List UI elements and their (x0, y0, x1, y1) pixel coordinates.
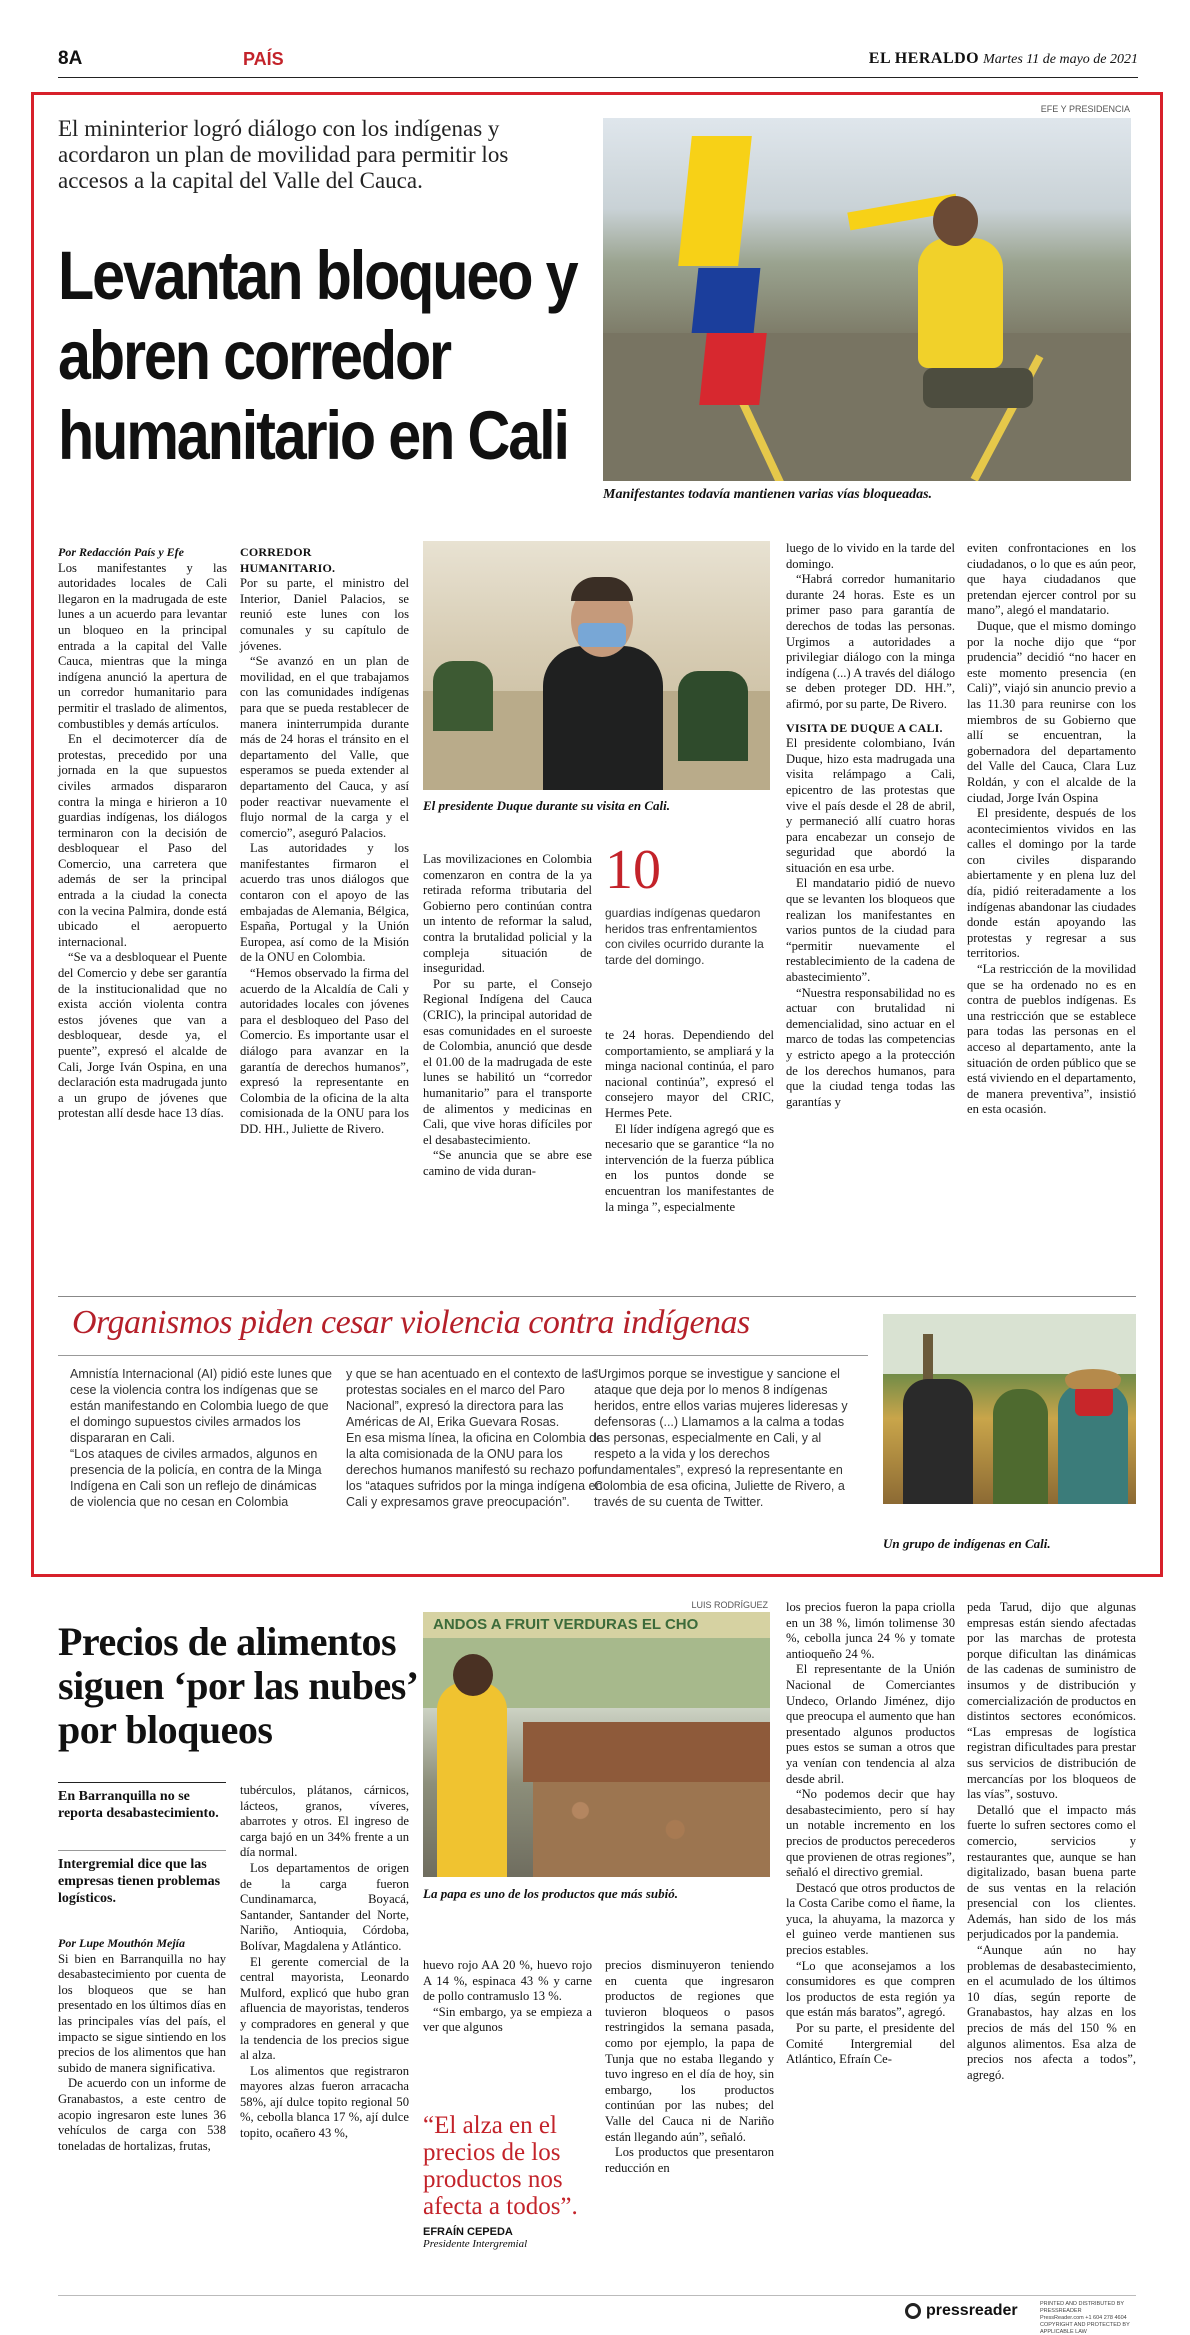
paragraph: El presidente, después de los acontecimientos vividos en las calles el domingo por la tarde con civiles disparando abiertamente y en plena luz del día, pidió reiteradamente a los indígenas abandonar las ciudades donde están apoyando las protestas y regresar a sus territorios. (967, 806, 1136, 961)
photo-caption: La papa es uno de los productos que más subió. (423, 1886, 678, 1901)
box-column-2 (346, 1366, 610, 1510)
paragraph: “Aunque aún no hay problemas de desabastecimiento, en el acumulado de los últimos 10 días, según reporte de Granabastos, hay alzas en los precios de más del 150 % en algunos alimentos. Esa alza de precios nos afecta a todos”, agregó. (967, 1943, 1136, 2082)
article-column-6 (967, 541, 1136, 1118)
paragraph: Detalló que el impacto más fuerte lo sufren sectores como el comercio, servicios y restaurantes que, aunque se han digitalizado, basan buena parte de sus ventas en la relación presencial con los clientes. Además, han sido de los más perjudicados por la pandemia. (967, 1802, 1136, 1942)
market-photo (423, 1612, 770, 1877)
subhead: CORREDOR HUMANITARIO. (240, 545, 336, 575)
issue-date: Martes 11 de mayo de 2021 (983, 52, 1138, 67)
story-deck: El mininterior logró diálogo con los indígenas y acordaron un plan de movilidad para permitir los accesos a la capital del Valle del Cauca. (58, 116, 509, 193)
pull-quote-name: EFRAÍN CEPEDA (423, 2226, 513, 2238)
paragraph: Los manifestantes y las autoridades locales de Cali llegaron en la madrugada de este lunes a un acuerdo para levantar un bloqueo en la principal entrada a la capital del Valle Cauca, mientras que la minga indígena anunció la apertura de un corredor humanitario para permitir el traslado de alimentos, combustibles y demás artículos. (58, 560, 227, 731)
paragraph: El presidente colombiano, Iván Duque, hizo esta madrugada una visita relámpago a Cali, epicentro de las protestas que vive el país desde el 28 de abril, y permaneció allí cuatro horas para encabezar un consejo de seguridad que abordó la situación en esa urbe. (786, 736, 955, 875)
paragraph: “Habrá corredor humanitario durante 24 horas. Este es un primer paso para garantía de derechos de todas las personas. Urgimos a autoridades a privilegiar diálogo con la minga indígena (...) A través del diálogo se deben proteger DD. HH.”, afirmó, por su parte, De Rivero. (786, 572, 955, 711)
store-sign: ANDOS A FRUIT VERDURAS EL CHO (433, 1616, 699, 1633)
article-column-5 (786, 541, 955, 1110)
stat-number: 10 (605, 839, 661, 901)
paragraph: “No podemos decir que hay desabastecimiento, pero sí hay un notable incremento en los precios de productos perecederos que provienen de otras regiones”, señaló el directivo gremial. (786, 1787, 955, 1880)
article-column-1 (58, 1936, 226, 2154)
article-column-2 (240, 1783, 409, 2142)
kicker-rule (58, 1782, 226, 1783)
paragraph: Los departamentos de origen de la carga fueron Cundinamarca, Boyacá, Santander, Santander del Norte, Nariño, Antioquia, Córdoba, Bolívar, Magdalena y Atlántico. (240, 1860, 409, 1953)
article-column-1 (58, 545, 227, 1122)
pull-quote (423, 2112, 598, 2250)
paragraph: Si bien en Barranquilla no hay desabastecimiento por cuenta de los bloqueos que se han presentado en los últimos días en las principales vías del país, el impacto se sigue sintiendo en los precios de los alimentos que han subido de manera significativa. (58, 1951, 226, 2075)
kicker: En Barranquilla no se reporta desabastecimiento. (58, 1789, 219, 1821)
photo-credit: EFE Y PRESIDENCIA (1040, 104, 1130, 114)
section-name: PAÍS (243, 49, 284, 69)
paragraph: los precios fueron la papa criolla en un 38 %, limón tolimense 30 %, cebolla junca 24 % y tomate antioqueño 24 %. (786, 1600, 955, 1661)
paragraph: tubérculos, plátanos, cárnicos, lácteos, granos, víveres, abarrotes y otros. El ingreso de carga bajó en un 34% frente a un día normal. (240, 1783, 409, 1860)
photo-caption: Manifestantes todavía mantienen varias vías bloqueadas. (603, 487, 933, 502)
paragraph: Destacó que otros productos de la Costa Caribe como el ñame, la yuca, la ahuyama, la mazorca y el guineo verde mantienen sus precios estables. (786, 1880, 955, 1958)
paragraph: El gerente comercial de la central mayorista, Leonardo Mulford, explicó que hubo gran afluencia de mayoristas, tenderos y compradores en general y que la tendencia de los precios sigue al alza. (240, 1954, 409, 2063)
story-headline: Precios de alimentos siguen ‘por las nubes’ por bloqueos (58, 1619, 416, 1752)
pressreader-brand: pressreader (926, 2302, 1018, 2319)
paragraph: Los productos que presentaron reducción en (605, 2145, 774, 2175)
paragraph: peda Tarud, dijo que algunas empresas están siendo afectadas por las marchas de protesta porque dificultan las dinámicas de las cadenas de suministro de insumos y de distribución y comercialización de productos en distintos sectores económicos. “Las empresas de logística registran dificultades para prestar sus servicios de distribución de mercancías por los bloqueos de las vías”, sostuvo. (967, 1600, 1136, 1802)
byline: Por Redacción País y Efe (58, 545, 184, 559)
box-title: Organismos piden cesar violencia contra indígenas (72, 1304, 750, 1341)
pull-quote-text: “El alza en el precios de los productos nos afecta a todos”. (423, 2112, 578, 2220)
photo-credit: LUIS RODRÍGUEZ (691, 1600, 768, 1610)
box-column-3 (594, 1366, 862, 1510)
box-paragraph: “Los ataques de civiles armados, algunos en presencia de la policía, en contra de la Minga Indígena en Cali son un reflejo de dinámicas de violencia que no cesan en Colombia (70, 1447, 322, 1509)
paragraph: Las movilizaciones en Colombia comenzaron en contra de la ya retirada reforma tributaria del Gobierno pero continúan contra un intento de reformar la salud, contra la brutalidad policial y la compleja situación de inseguridad. (423, 852, 592, 976)
paragraph: “Se va a desbloquear el Puente del Comercio y debe ser garantía de la institucionalidad que no exista acción violenta contra estos jóvenes que van a desbloquear, desde ya, el puente”, expresó el alcalde de Cali, Jorge Iván Ospina, en una declaración esta madrugada junto a un grupo de jóvenes que protestan allí desde hace 13 días. (58, 950, 227, 1121)
box-column-1 (70, 1366, 334, 1510)
paragraph: luego de lo vivido en la tarde del domingo. (786, 541, 955, 571)
paragraph: En el decimotercer día de protestas, precedido por una jornada en la que supuestos civiles armados dispararon contra la minga e hirieron a 10 guardias indígenas, los diálogos terminaron con la decisión de desbloquear el Paso del Comercio, una carretera que además de ser la principal entrada a la ciudad la conecta con la vecina Palmira, donde está ubicado el aeropuerto internacional. (58, 732, 227, 949)
kicker: Intergremial dice que las empresas tienen problemas logísticos. (58, 1857, 221, 1906)
president-photo (423, 541, 770, 790)
article-column-4 (605, 1958, 774, 2176)
pressreader-logo (905, 2302, 1018, 2320)
paper-masthead (869, 50, 1138, 68)
article-column-3 (423, 852, 592, 1179)
indigenous-group-photo (883, 1314, 1136, 1504)
footer-line: PRINTED AND DISTRIBUTED BY PRESSREADER (1040, 2301, 1124, 2314)
paragraph: De acuerdo con un informe de Granabastos, a este centro de acopio ingresaron este lunes 36 vehículos de carga con 538 toneladas de hortalizas, frutas, (58, 2076, 226, 2153)
box-title-rule (58, 1355, 868, 1356)
paper-name: EL HERALDO (868, 50, 980, 67)
footer-line: PressReader.com +1 604 278 4604 (1040, 2315, 1127, 2321)
paragraph: El representante de la Unión Nacional de Comerciantes Undeco, Orlando Jiménez, dijo que preocupa el aumento que han presentado algunos productos pues estos se suman a otros que ya venían con tendencia al alza desde abril. (786, 1662, 955, 1786)
box-paragraph: Amnistía Internacional (AI) pidió este lunes que cese la violencia contra los indígenas que se están manifestando en Colombia luego de que el domingo supuestos civiles armados los dispararan en Cali. (70, 1367, 332, 1445)
paragraph: “La restricción de la movilidad que se ha ordenado no es en contra de pueblos indígenas. Es una restricción que se establece para todas las personas en el acceso al departamento, ante la situación de orden público que se está viviendo en el departamento, de manera preventiva”, insistió en esta ocasión. (967, 962, 1136, 1117)
paragraph: “Lo que aconsejamos a los consumidores es que compren los productos de esta región ya que están más baratos”, agregó. (786, 1958, 955, 2020)
paragraph: huevo rojo AA 20 %, huevo rojo A 14 %, espinaca 43 % y carne de pollo contramuslo 13 %. (423, 1958, 592, 2004)
paragraph: “Nuestra responsabilidad no es actuar con brutalidad ni demencialidad, sino actuar en el marco de todas las competencias y estricto apego a la protección de los derechos humanos, para que la ciudad tenga todas las garantías y (786, 985, 955, 1109)
footer-legal (1040, 2301, 1140, 2335)
paragraph: Duque, que el mismo domingo por la noche dijo que “por prudencia” decidió “no hacer en este momento presencia (en Cali)”, viajó sin anuncio previo a las 11.30 para reunirse con los miembros de su Gobierno que allí se encuentran, la gobernadora del departamento del Valle del Cauca, Clara Luz Roldán, y con el alcalde de la ciudad, Jorge Iván Ospina (967, 618, 1136, 805)
paragraph: Las autoridades y los manifestantes firmaron el acuerdo tras unos diálogos que contaron con el apoyo de las embajadas de Alemania, Bélgica, España, Portugal y la Unión Europea, así como de la Misión de la ONU en Colombia. (240, 841, 409, 965)
stat-text: guardias indígenas quedaron heridos tras enfrentamientos con civiles ocurrido durante la tarde del domingo. (605, 906, 764, 967)
paragraph: Por su parte, el presidente del Comité Intergremial del Atlántico, Efraín Ce- (786, 2021, 955, 2067)
paragraph: Por su parte, el ministro del Interior, Daniel Palacios, se reunió este lunes con los comunales y su capítulo de jóvenes. (240, 576, 409, 653)
paragraph: “Sin embargo, ya se empieza a ver que algunos (423, 2004, 592, 2035)
paragraph: eviten confrontaciones en los ciudadanos, o lo que es aún peor, que haya ciudadanos que pretendan ejercer control por su mano”, alegó el mandatario. (967, 541, 1136, 618)
pressreader-icon (905, 2303, 921, 2319)
page-header (58, 48, 1138, 78)
photo-caption: Un grupo de indígenas en Cali. (883, 1536, 1051, 1551)
footer-rule (58, 2295, 1136, 2296)
article-column-5 (786, 1600, 955, 2068)
page-number: 8A (58, 48, 83, 69)
paragraph: “Se anuncia que se abre ese camino de vida duran- (423, 1148, 592, 1178)
photo-caption: El presidente Duque durante su visita en Cali. (423, 798, 671, 813)
paragraph: te 24 horas. Dependiendo del comportamiento, se ampliará y la minga nacional continúa, el paro nacional continúa”, expresó el consejero mayor del CRIC, Hermes Pete. (605, 1028, 774, 1120)
paragraph: El mandatario pidió de nuevo que se levanten los bloqueos que realizan los manifestantes en varios puntos de la ciudad para “permitir nuevamente el restablecimiento de la cadena de abastecimiento”. (786, 876, 955, 985)
article-column-6 (967, 1600, 1136, 2083)
subhead: VISITA DE DUQUE A CALI. (786, 720, 943, 735)
story-headline: Levantan bloqueo y abren corredor humanitario en Cali (58, 237, 577, 474)
box-paragraph: En esa misma línea, la oficina en Colombia de la alta comisionada de la ONU para los derechos humanos manifestó su rechazo por los “ataques sufridos por la minga indígena en Cali y expresamos grave preocupación”. (346, 1431, 604, 1509)
footer-line: COPYRIGHT AND PROTECTED BY APPLICABLE LAW (1040, 2322, 1130, 2335)
paragraph: Por su parte, el Consejo Regional Indígena del Cauca (CRIC), la principal autoridad de esas comunidades en el suroeste de Colombia, anunció que desde el 01.00 de la madrugada de este lunes se habilitó un “corredor humanitario” para el transporte de alimentos y medicinas en Cali, que vive horas difíciles por el desabastecimiento. (423, 976, 592, 1147)
box-divider (58, 1296, 1136, 1297)
paragraph: “Se avanzó en un plan de movilidad, en el que trabajamos con las comunidades indígenas para que se pueda restablecer de manera ininterrumpida durante más de 24 horas el tránsito en el departamento del Valle, que esperamos se pueda extender al departamento del Cauca, y así poder reactivar nuevamente el flujo normal de la carga y el comercio”, aseguró Palacios. (240, 654, 409, 840)
pull-quote-role: Presidente Intergremial (423, 2238, 528, 2250)
box-paragraph: y que se han acentuado en el contexto de las protestas sociales en el marco del Paro Nacional”, expresó la directora para las Américas de AI, Erika Guevara Rosas. (346, 1367, 598, 1429)
article-column-2 (240, 545, 409, 1138)
paragraph: Los alimentos que registraron mayores alzas fueron arracacha 58%, ají dulce topito regional 50 %, cebolla blanca 17 %, ají dulce topito, ocañero 43 %, (240, 2063, 409, 2141)
paragraph: El líder indígena agregó que es necesario que se garantice “la no intervención de la fuerza pública en los puntos donde se encuentran los manifestantes de la minga ”, especialmente (605, 1121, 774, 1214)
paragraph: “Hemos observado la firma del acuerdo de la Alcaldía de Cali y autoridades locales con jóvenes para el desbloqueo del Paso del Comercio. Es importante usar el diálogo para avanzar en la garantía de derechos humanos”, expresó la representante en Colombia de la oficina de la alta comisionada de la ONU para los DD. HH., Juliette de Rivero. (240, 966, 409, 1136)
byline: Por Lupe Mouthón Mejía (58, 1936, 186, 1950)
protest-flag-photo (603, 118, 1131, 481)
article-column-4 (605, 1028, 774, 1215)
box-paragraph: “Urgimos porque se investigue y sancione el ataque que deja por lo menos 8 indígenas heridos, entre ellos varias mujeres lideresas y defensoras (...) Llamamos a la calma a todas las personas, especialmente en Cali, y al respeto a la vida y los derechos fundamentales”, expresó la representante en Colombia de esa oficina, Juliette de Rivero, a través de su cuenta de Twitter. (594, 1367, 848, 1509)
paragraph: precios disminuyeron teniendo en cuenta que ingresaron productos de regiones que tuvieron bloqueos o pasos restringidos la semana pasada, como por ejemplo, la papa de Tunja que no estaba llegando y tuvo ingreso en el día de hoy, sin embargo, los productos continúan por las nubes; del Valle del Cauca ni de Nariño están llegando aún”, señaló. (605, 1958, 774, 2144)
kicker-rule (58, 1850, 226, 1851)
article-column-3 (423, 1958, 592, 2036)
